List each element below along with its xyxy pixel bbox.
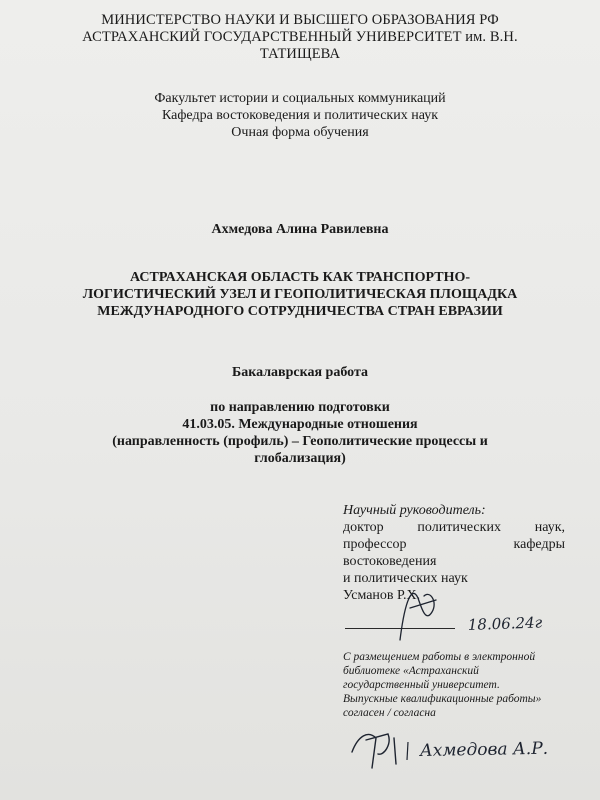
direction-line3: (направленность (профиль) – Геополитические процессы и xyxy=(112,434,488,449)
supervisor-signature xyxy=(400,593,436,640)
consent-line2: библиотеке «Астраханский xyxy=(343,665,479,677)
study-form: Очная форма обучения xyxy=(231,125,369,140)
faculty-name: Факультет истории и социальных коммуникаций xyxy=(154,91,446,106)
student-handwritten-name: Ахмедова А.Р. xyxy=(419,738,549,761)
signature-separator xyxy=(407,742,408,760)
supervisor-department-line1: востоковедения xyxy=(343,554,437,569)
ministry-name: МИНИСТЕРСТВО НАУКИ И ВЫСШЕГО ОБРАЗОВАНИЯ РФ xyxy=(101,12,499,28)
supervisor-department-line2: и политических наук xyxy=(343,571,468,586)
direction-line1: по направлению подготовки xyxy=(210,400,390,415)
university-name-line1: АСТРАХАНСКИЙ ГОСУДАРСТВЕННЫЙ УНИВЕРСИТЕТ им. В.Н. xyxy=(82,29,518,45)
author-name: Ахмедова Алина Равилевна xyxy=(211,222,389,237)
thesis-title-line2: ЛОГИСТИЧЕСКИЙ УЗЕЛ И ГЕОПОЛИТИЧЕСКАЯ ПЛОЩАДКА xyxy=(82,287,518,302)
direction-line2: 41.03.05. Международные отношения xyxy=(182,417,418,432)
student-signature xyxy=(352,734,396,768)
consent-line5: согласен / согласна xyxy=(343,707,436,719)
supervisor-position: профессор кафедры xyxy=(343,537,565,552)
work-type: Бакалаврская работа xyxy=(231,365,369,380)
direction-line4: глобализация) xyxy=(254,451,346,466)
supervisor-date: 18.06.24г xyxy=(467,613,543,634)
thesis-title-line3: МЕЖДУНАРОДНОГО СОТРУДНИЧЕСТВА СТРАН ЕВРАЗИИ xyxy=(97,304,503,319)
supervisor-degree: доктор политических наук, xyxy=(343,520,565,535)
university-name-line2: ТАТИЩЕВА xyxy=(259,46,341,62)
consent-line1: С размещением работы в электронной xyxy=(343,651,536,663)
consent-line3: государственный университет. xyxy=(343,679,500,691)
consent-line4: Выпускные квалификационные работы» xyxy=(343,693,542,705)
thesis-title-line1: АСТРАХАНСКАЯ ОБЛАСТЬ КАК ТРАНСПОРТНО- xyxy=(129,270,471,285)
department-name: Кафедра востоковедения и политических наук xyxy=(161,108,439,123)
supervisor-label: Научный руководитель: xyxy=(343,503,486,518)
supervisor-name: Усманов Р.Х. xyxy=(343,588,421,603)
